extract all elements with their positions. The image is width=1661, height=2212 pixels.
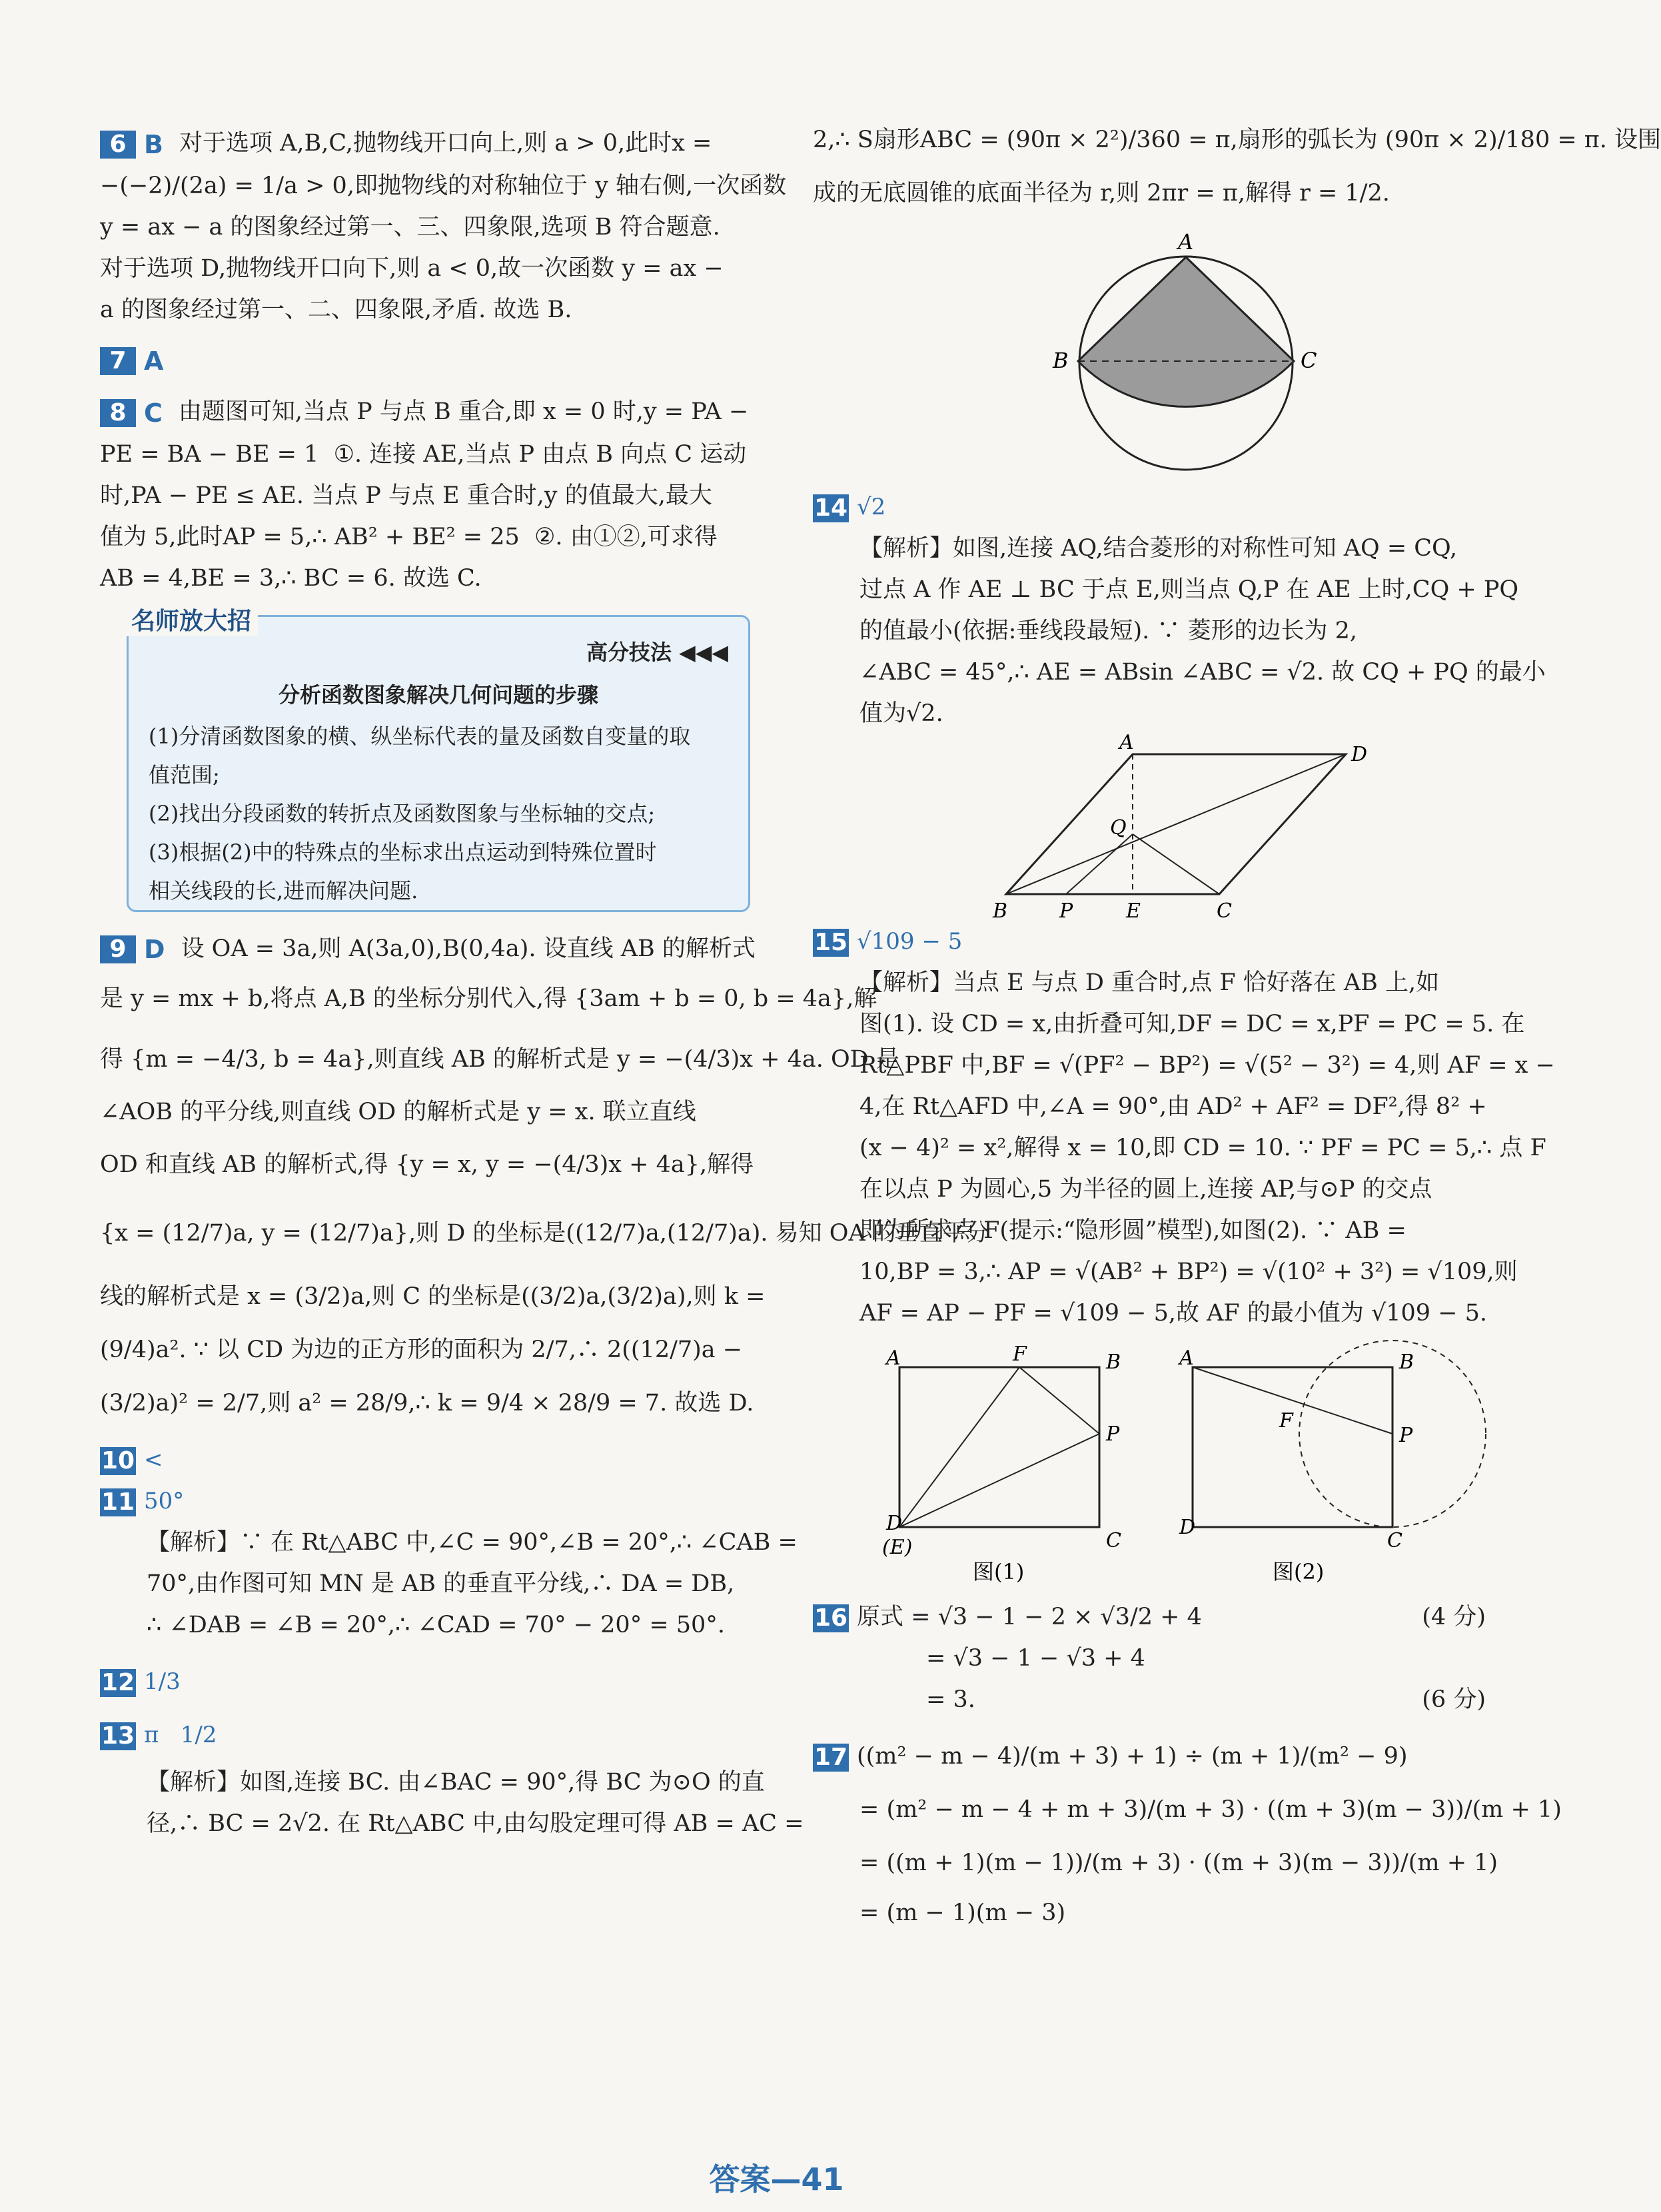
text-line: 10,BP = 3,∴ AP = √(AB² + BP²) = √(10² + 3²) = √109,则 (859, 1259, 1518, 1285)
text-line: 时,PA − PE ≤ AE. 当点 P 与点 E 重合时,y 的值最大,最大 (100, 482, 712, 509)
tip-subtitle: 高分技法 ◀◀◀ (586, 639, 728, 665)
text-line: ∴ ∠DAB = ∠B = 20°,∴ ∠CAD = 70° − 20° = 50°. (147, 1612, 725, 1638)
question-number: 16 (814, 1604, 848, 1632)
text-line: = (m² − m − 4 + m + 3)/(m + 3) · ((m + 3)(m − 3))/(m + 1) (859, 1796, 1562, 1823)
label-d: D (1179, 1516, 1196, 1539)
question-number: 7 (100, 347, 136, 375)
figure-15-part-1 (882, 1343, 1121, 1584)
text-line: (x − 4)² = x²,解得 x = 10,即 CD = 10. ∵ PF = PC = 5,∴ 点 F (859, 1135, 1546, 1161)
question-number: 17 (814, 1743, 848, 1771)
text-line: {x = (12/7)a, y = (12/7)a},则 D 的坐标是((12/7)a,(12/7)a). 易知 OA 的垂直平分 (100, 1220, 989, 1247)
label-d: D (1351, 743, 1368, 766)
segment-dp (899, 1434, 1099, 1527)
label-b: B (993, 899, 1008, 923)
text-line: 在以点 P 为圆心,5 为半径的圆上,连接 AP,与⊙P 的交点 (859, 1176, 1432, 1203)
label-c: C (1106, 1529, 1121, 1552)
figure-caption: 图(2) (1273, 1559, 1325, 1584)
tip-line: (2)找出分段函数的转折点及函数图象与坐标轴的交点; (149, 800, 656, 826)
label-q: Q (1110, 816, 1127, 839)
text-line: 【解析】如图,连接 AQ,结合菱形的对称性可知 AQ = CQ, (859, 535, 1458, 562)
label-c: C (1387, 1529, 1402, 1552)
shaded-sector (1078, 257, 1294, 406)
label-p: P (1399, 1424, 1413, 1447)
figure-14-rhombus (813, 731, 1486, 923)
label-b: B (1399, 1351, 1414, 1374)
right-column (813, 113, 1661, 1936)
tip-body (149, 717, 735, 910)
page-footer: 答案—41 (709, 2161, 844, 2197)
text-line: 值为√2. (859, 700, 943, 727)
answer-value: < (144, 1446, 163, 1473)
label-b: B (1053, 348, 1069, 373)
question-14 (813, 486, 1546, 734)
label-a: A (1179, 1347, 1194, 1370)
answer-value: π 1/2 (144, 1722, 217, 1748)
text-line: 线的解析式是 x = (3/2)a,则 C 的坐标是((3/2)a,(3/2)a),则 k = (100, 1283, 766, 1310)
text-line: 【解析】如图,连接 BC. 由∠BAC = 90°,得 BC 为⊙O 的直 (147, 1769, 765, 1796)
answer-value: √109 − 5 (857, 928, 963, 955)
text-line: = ((m + 1)(m − 1))/(m + 3) · ((m + 3)(m − 3))/(m + 1) (859, 1850, 1498, 1876)
text-line: 4,在 Rt△AFD 中,∠A = 90°,由 AD² + AF² = DF²,得 8² + (859, 1093, 1487, 1120)
text-line: OD 和直线 AB 的解析式,得 {y = x, y = −(4/3)x + 4a},解得 (100, 1151, 754, 1178)
label-p: P (1059, 899, 1073, 923)
label-a: A (886, 1347, 901, 1370)
figure-15 (813, 1334, 1486, 1587)
text-line: ∠ABC = 45°,∴ AE = ABsin ∠ABC = √2. 故 CQ + PQ 的最小 (859, 659, 1546, 686)
text-line: 对于选项 D,抛物线开口向下,则 a < 0,故一次函数 y = ax − (100, 255, 724, 282)
question-10 (100, 1439, 766, 1480)
text-line: ((m² − m − 4)/(m + 3) + 1) ÷ (m + 1)/(m² − 9) (857, 1743, 1408, 1770)
text-line: y = ax − a 的图象经过第一、三、四象限,选项 B 符合题意. (100, 213, 720, 241)
text-line: = 3. (926, 1686, 975, 1713)
text-line: 是 y = mx + b,将点 A,B 的坐标分别代入,得 {3am + b = 0, b = 4a},解 (100, 985, 877, 1012)
text-line: 径,∴ BC = 2√2. 在 Rt△ABC 中,由勾股定理可得 AB = AC = (147, 1810, 804, 1837)
text-line: = √3 − 1 − √3 + 4 (926, 1645, 1145, 1672)
label-b: B (1106, 1351, 1121, 1374)
answer-choice: D (144, 935, 165, 964)
question-number: 8 (100, 399, 136, 427)
text-line: Rt△PBF 中,BF = √(PF² − BP²) = √(5² − 3²) = 4,则 AF = x − (859, 1052, 1555, 1079)
question-number: 6 (100, 131, 136, 159)
text-line: AB = 4,BE = 3,∴ BC = 6. 故选 C. (100, 564, 482, 592)
text-line: 由题图可知,当点 P 与点 B 重合,即 x = 0 时,y = PA − (178, 398, 749, 425)
text-line: ∠AOB 的平分线,则直线 OD 的解析式是 y = x. 联立直线 (100, 1099, 696, 1125)
text-line: 过点 A 作 AE ⊥ BC 于点 E,则当点 Q,P 在 AE 上时,CQ + PQ (859, 576, 1519, 603)
question-12 (100, 1655, 766, 1708)
question-6 (100, 123, 787, 330)
label-a: A (1119, 731, 1134, 754)
answer-choice: A (144, 346, 164, 376)
question-15 (813, 921, 1555, 1334)
rectangle-abcd (1193, 1367, 1392, 1527)
text-line: 2,∴ S扇形ABC = (90π × 2²)/360 = π,扇形的弧长为 (90π × 2)/180 = π. 设围 (813, 127, 1661, 153)
score: (6 分) (1422, 1686, 1486, 1713)
tip-line: (3)根据(2)中的特殊点的坐标求出点运动到特殊位置时 (149, 839, 657, 865)
label-d: D (886, 1512, 903, 1535)
text-line: 值为 5,此时AP = 5,∴ AB² + BE² = 25 ②. 由①②,可求得 (100, 523, 718, 550)
text-line: 的值最小(依据:垂线段最短). ∵ 菱形的边长为 2, (859, 618, 1357, 644)
tip-line: 值范围; (149, 762, 220, 788)
text-line: 图(1). 设 CD = x,由折叠可知,DF = DC = x,PF = PC = 5. 在 (859, 1011, 1525, 1037)
question-number: 11 (101, 1488, 135, 1516)
segment-qc (1133, 834, 1219, 894)
label-a: A (1178, 229, 1194, 255)
text-line: 【解析】∵ 在 Rt△ABC 中,∠C = 90°,∠B = 20°,∴ ∠CAB = (147, 1529, 798, 1556)
answer-value: √2 (857, 494, 886, 520)
text-line: a 的图象经过第一、二、四象限,矛盾. 故选 B. (100, 296, 572, 323)
segment-fp (1019, 1367, 1099, 1434)
answer-value: 1/3 (144, 1668, 181, 1695)
question-number: 9 (100, 935, 136, 963)
question-number: 15 (814, 928, 848, 956)
segment-pq (1066, 834, 1133, 894)
text-line: 【解析】当点 E 与点 D 重合时,点 F 恰好落在 AB 上,如 (859, 969, 1440, 996)
question-number: 14 (814, 494, 848, 522)
tip-box (127, 607, 750, 912)
text-line: 成的无底圆锥的底面半径为 r,则 2πr = π,解得 r = 1/2. (813, 180, 1390, 207)
text-line: 设 OA = 3a,则 A(3a,0),B(0,4a). 设直线 AB 的解析式 (181, 935, 756, 962)
label-e: E (1126, 899, 1141, 923)
question-number: 12 (101, 1668, 135, 1696)
diagonal-bd (1006, 754, 1346, 894)
text-line: 原式 = √3 − 1 − 2 × √3/2 + 4 (857, 1604, 1202, 1630)
tip-title: 分析函数图象解决几何问题的步骤 (278, 682, 598, 708)
label-p: P (1106, 1422, 1120, 1446)
question-7 (100, 340, 766, 382)
answer-choice: B (144, 129, 163, 159)
text-line: (9/4)a². ∵ 以 CD 为边的正方形的面积为 2/7,∴ 2((12/7)a − (100, 1337, 743, 1363)
segment-df (899, 1367, 1019, 1527)
question-17 (813, 1730, 1562, 1936)
question-8 (100, 391, 766, 599)
label-f: F (1279, 1409, 1293, 1432)
text-line: 即为所求点 F(提示:“隐形圆”模型),如图(2). ∵ AB = (859, 1217, 1406, 1244)
text-line: 对于选项 A,B,C,抛物线开口向上,则 a > 0,此时x = (179, 130, 712, 157)
text-line: = (m − 1)(m − 3) (859, 1900, 1066, 1926)
figure-caption: 图(1) (973, 1559, 1025, 1584)
question-number: 13 (101, 1722, 135, 1750)
label-c: C (1301, 348, 1317, 373)
answer-value: 50° (144, 1488, 185, 1514)
tip-tag: 名师放大招 (125, 602, 258, 636)
text-line: 70°,由作图可知 MN 是 AB 的垂直平分线,∴ DA = DB, (147, 1570, 735, 1597)
text-line: 得 {m = −4/3, b = 4a},则直线 AB 的解析式是 y = −(4/3)x + 4a. OD 是 (100, 1046, 899, 1073)
question-13 (100, 1708, 804, 1844)
score: (4 分) (1422, 1604, 1486, 1630)
text-line: (3/2)a)² = 2/7,则 a² = 28/9,∴ k = 9/4 × 28/9 = 7. 故选 D. (100, 1390, 754, 1416)
tip-line: (1)分清函数图象的横、纵坐标代表的量及函数自变量的取 (149, 723, 691, 749)
answer-choice: C (144, 398, 163, 428)
question-16 (813, 1596, 1486, 1720)
tip-line: 相关线段的长,进而解决问题. (149, 877, 418, 903)
text-line: PE = BA − BE = 1 ①. 连接 AE,当点 P 由点 B 向点 C 运动 (100, 440, 747, 468)
text-line: AF = AP − PF = √109 − 5,故 AF 的最小值为 √109 − 5. (859, 1300, 1488, 1327)
label-e: (E) (882, 1536, 913, 1559)
text-line: −(−2)/(2a) = 1/a > 0,即抛物线的对称轴位于 y 轴右侧,一次函数 (100, 172, 787, 199)
figure-15-part-2 (1177, 1341, 1486, 1584)
question-number: 10 (101, 1446, 135, 1474)
label-c: C (1217, 899, 1232, 923)
figure-13-circle-sector (813, 220, 1486, 486)
question-13-continued (813, 113, 1661, 220)
label-f: F (1013, 1343, 1027, 1366)
question-11 (100, 1480, 798, 1646)
